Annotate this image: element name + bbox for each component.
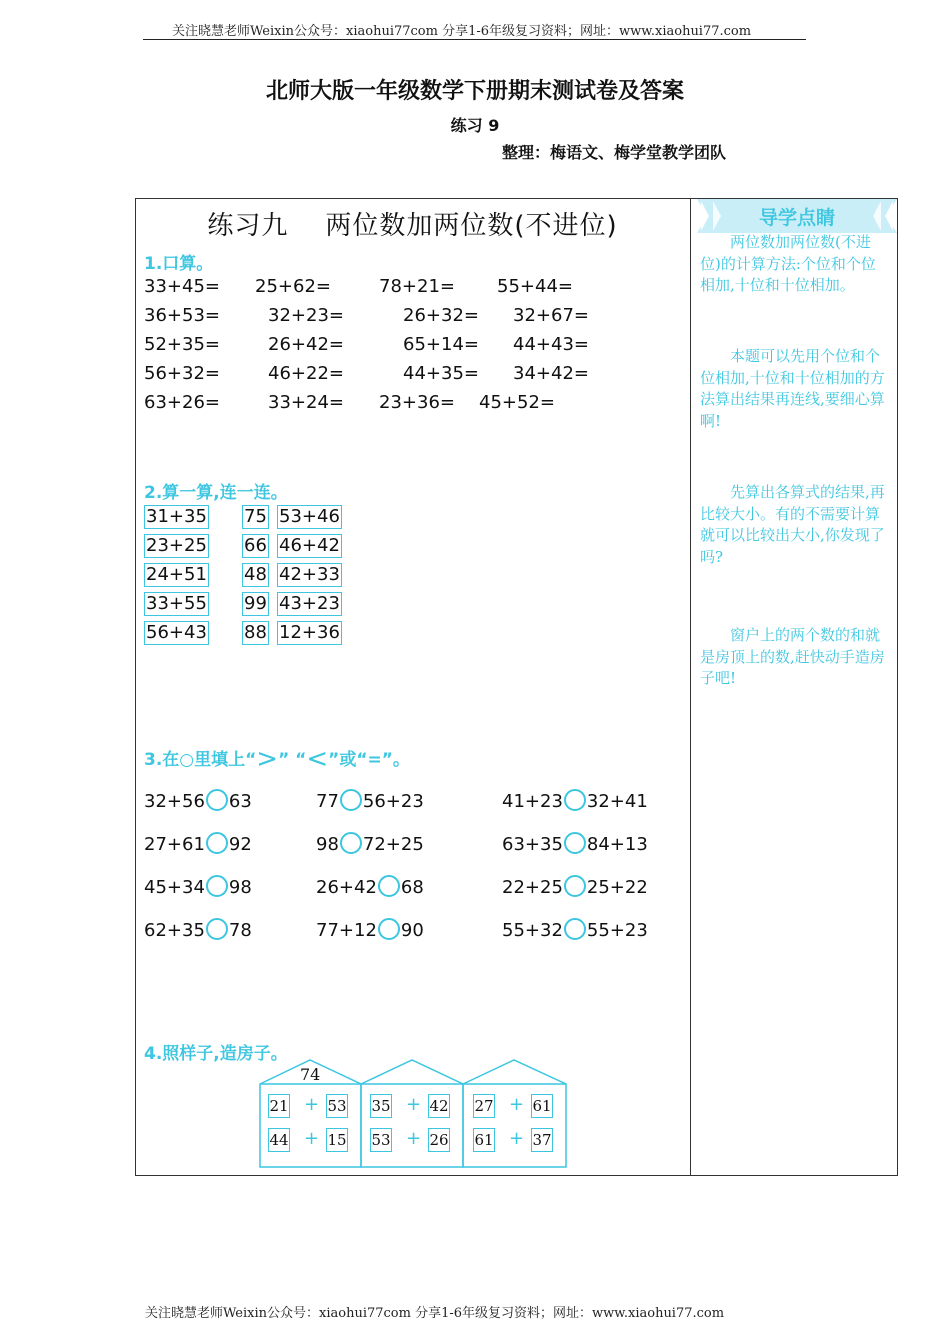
mental-math-item: 23+36= (379, 392, 455, 413)
comparison-item (316, 918, 424, 941)
mental-math-item: 46+22= (268, 363, 344, 384)
window-box[interactable]: 42 (428, 1094, 450, 1118)
answer-circle[interactable] (564, 789, 586, 811)
window-box[interactable]: 44 (268, 1128, 290, 1152)
match-card[interactable]: 53+46 (279, 506, 340, 527)
document-title: 北师大版一年级数学下册期末测试卷及答案 (265, 79, 684, 104)
match-card[interactable]: 43+23 (279, 593, 340, 614)
mental-math-item: 44+35= (403, 363, 479, 384)
plus-sign: + (509, 1094, 525, 1115)
mental-math-item: 78+21= (379, 276, 455, 297)
window-box[interactable]: 27 (473, 1094, 495, 1118)
mental-math-item: 32+67= (513, 305, 589, 326)
window-box[interactable]: 21 (268, 1094, 290, 1118)
section1-heading: 1.口算。 (144, 254, 214, 274)
answer-circle[interactable] (378, 918, 400, 940)
mental-math-item: 44+43= (513, 334, 589, 355)
mental-math-item: 32+23= (268, 305, 344, 326)
comparison-left: 32+56 (144, 791, 205, 812)
match-card[interactable]: 33+55 (146, 593, 207, 614)
answer-circle[interactable] (564, 832, 586, 854)
mental-math-item: 56+32= (144, 363, 220, 384)
answer-circle[interactable] (340, 789, 362, 811)
answer-circle[interactable] (564, 918, 586, 940)
match-card[interactable]: 31+35 (146, 506, 207, 527)
comparison-right: 56+23 (362, 791, 424, 812)
section4-heading: 4.照样子,造房子。 (144, 1044, 288, 1064)
comparison-right: 98 (228, 877, 252, 898)
answer-circle[interactable] (564, 875, 586, 897)
section3-heading-part-a: 3.在○里填上“ (144, 750, 257, 770)
window-box[interactable]: 26 (428, 1128, 450, 1152)
page-header: 关注晓慧老师Weixin公众号：xiaohui77com 分享1-6年级复习资料；网址：www.xiaohui77.com (172, 24, 752, 39)
comparison-item (144, 875, 252, 898)
comparison-item (144, 832, 252, 855)
comparison-left: 98 (316, 834, 339, 855)
plus-sign: + (304, 1094, 320, 1115)
answer-circle[interactable] (206, 789, 228, 811)
answer-circle[interactable] (206, 918, 228, 940)
comparison-item (316, 789, 424, 812)
comparison-right: 32+41 (586, 791, 648, 812)
comparison-right: 63 (228, 791, 252, 812)
greater-than-symbol: > (256, 744, 279, 774)
comparison-right: 84+13 (586, 834, 648, 855)
match-card[interactable]: 23+25 (146, 535, 207, 556)
match-card[interactable]: 66 (244, 535, 267, 556)
mental-math-item: 33+45= (144, 276, 220, 297)
section2-heading: 2.算一算,连一连。 (144, 483, 288, 503)
less-than-symbol: < (306, 744, 329, 774)
tip-2: 本题可以先用个位和个位相加,十位和十位相加的方法算出结果再连线,要细心算啊! (700, 347, 885, 430)
comparison-left: 63+35 (502, 834, 563, 855)
comparison-item (316, 875, 424, 898)
comparison-item (502, 875, 648, 898)
answer-circle[interactable] (206, 875, 228, 897)
mental-math-item: 26+32= (403, 305, 479, 326)
match-card[interactable]: 56+43 (146, 622, 207, 643)
window-box[interactable]: 61 (531, 1094, 553, 1118)
roof-number: 74 (300, 1065, 321, 1084)
comparison-right: 78 (228, 920, 252, 941)
section3-heading-part-c: ”或“=”。 (328, 750, 410, 770)
comparison-left: 26+42 (316, 877, 377, 898)
plus-sign: + (304, 1128, 320, 1149)
match-card[interactable]: 88 (244, 622, 267, 643)
comparison-item (316, 832, 424, 855)
mental-math-item: 33+24= (268, 392, 344, 413)
window-box[interactable]: 53 (370, 1128, 392, 1152)
column-divider (690, 198, 691, 1176)
mental-math-item: 63+26= (144, 392, 220, 413)
section3-heading-part-b: ” “ (278, 750, 307, 770)
houses-figure (258, 1058, 570, 1170)
comparison-left: 62+35 (144, 920, 205, 941)
window-box[interactable]: 15 (326, 1128, 348, 1152)
comparison-right: 90 (400, 920, 424, 941)
header-rule (143, 39, 806, 40)
match-card[interactable]: 24+51 (146, 564, 207, 585)
comparison-right: 55+23 (586, 920, 648, 941)
editors-line: 整理：梅语文、梅学堂教学团队 (502, 143, 727, 162)
comparison-left: 77+12 (316, 920, 377, 941)
comparison-left: 22+25 (502, 877, 563, 898)
tip-3: 先算出各算式的结果,再比较大小。有的不需要计算就可以比较出大小,你发现了吗? (700, 483, 885, 566)
mental-math-item: 34+42= (513, 363, 589, 384)
answer-circle[interactable] (206, 832, 228, 854)
window-box[interactable]: 37 (531, 1128, 553, 1152)
tip-1: 两位数加两位数(不进位)的计算方法:个位和个位相加,十位和十位相加。 (700, 233, 876, 294)
window-box[interactable]: 61 (473, 1128, 495, 1152)
window-box[interactable]: 35 (370, 1094, 392, 1118)
section3-heading (144, 744, 410, 774)
mental-math-item: 52+35= (144, 334, 220, 355)
comparison-item (144, 789, 252, 812)
match-card[interactable]: 99 (244, 593, 267, 614)
comparison-left: 77 (316, 791, 339, 812)
comparison-left: 45+34 (144, 877, 205, 898)
mental-math-item: 25+62= (255, 276, 331, 297)
comparison-right: 92 (228, 834, 252, 855)
window-box[interactable]: 53 (326, 1094, 348, 1118)
match-card[interactable]: 75 (244, 506, 267, 527)
tip-4: 窗户上的两个数的和就是房顶上的数,赶快动手造房子吧! (700, 626, 885, 687)
match-card[interactable]: 42+33 (279, 564, 340, 585)
comparison-item (502, 789, 648, 812)
page-footer: 关注晓慧老师Weixin公众号：xiaohui77com 分享1-6年级复习资料；网址：www.xiaohui77.com (145, 1306, 725, 1321)
match-card[interactable]: 12+36 (279, 622, 340, 643)
comparison-right: 25+22 (586, 877, 648, 898)
match-card[interactable]: 46+42 (279, 535, 340, 556)
mental-math-item: 26+42= (268, 334, 344, 355)
exercise-title: 练习九 两位数加两位数(不进位) (207, 211, 618, 241)
document-subtitle: 练习 9 (450, 116, 500, 135)
comparison-item (502, 918, 648, 941)
plus-sign: + (406, 1128, 422, 1149)
comparison-left: 27+61 (144, 834, 205, 855)
mental-math-item: 36+53= (144, 305, 220, 326)
comparison-item (502, 832, 648, 855)
comparison-item (144, 918, 252, 941)
comparison-left: 55+32 (502, 920, 563, 941)
comparison-left: 41+23 (502, 791, 563, 812)
guide-title: 导学点睛 (758, 207, 835, 229)
answer-circle[interactable] (378, 875, 400, 897)
mental-math-item: 45+52= (479, 392, 555, 413)
match-card[interactable]: 48 (244, 564, 267, 585)
mental-math-item: 55+44= (497, 276, 573, 297)
mental-math-item: 65+14= (403, 334, 479, 355)
answer-circle[interactable] (340, 832, 362, 854)
plus-sign: + (509, 1128, 525, 1149)
comparison-right: 68 (400, 877, 424, 898)
comparison-right: 72+25 (362, 834, 424, 855)
plus-sign: + (406, 1094, 422, 1115)
